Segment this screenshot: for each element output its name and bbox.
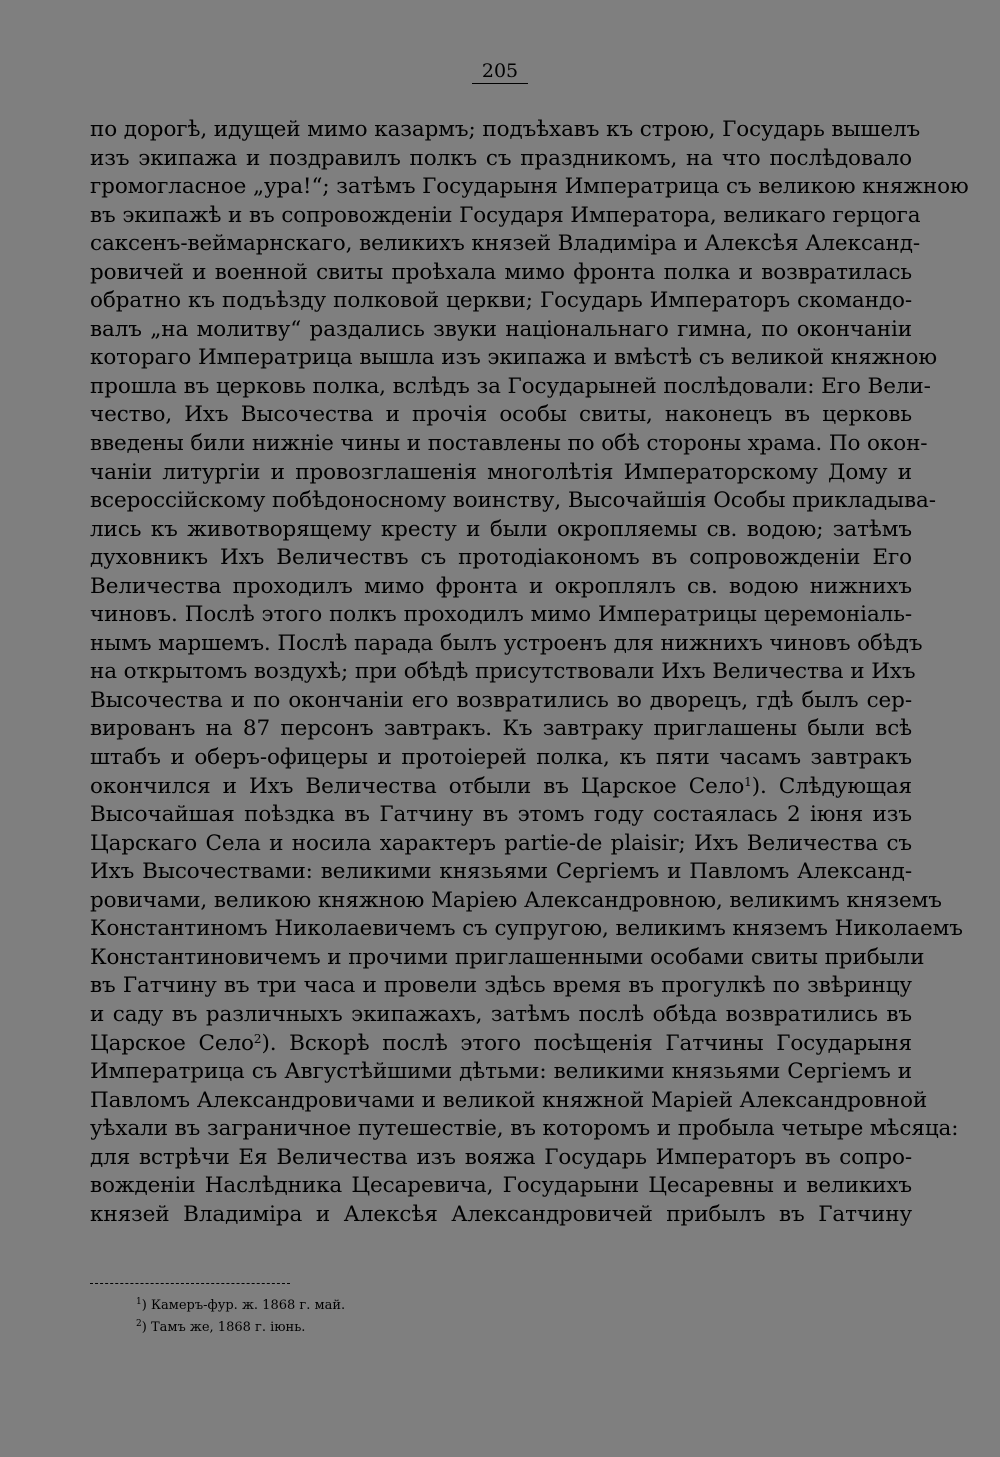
text-line: ровичами, великою княжною Маріею Александровною, великимъ княземъ xyxy=(90,887,942,913)
text-line: введены били нижніе чины и поставлены по обѣ стороны храма. По окон- xyxy=(90,431,928,457)
text-line: духовникъ Ихъ Величествъ съ протодіакономъ въ сопровожденіи Его xyxy=(90,545,912,571)
text-line: громогласное „ура!“; затѣмъ Государыня Императрица съ великою княжною xyxy=(90,174,969,200)
text-line: по дорогѣ, идущей мимо казармъ; подъѣхавъ къ строю, Государь вышелъ xyxy=(90,117,921,142)
text-line: вированъ на 87 персонъ завтракъ. Къ завтраку приглашены были всѣ xyxy=(90,716,912,742)
text-line: всероссійскому побѣдоносному воинству, Высочайшія Особы прикладыва- xyxy=(90,488,936,514)
text-line: саксенъ-веймарнскаго, великихъ князей Владиміра и Алексѣя Александ- xyxy=(90,231,921,257)
text-line: князей Владиміра и Алексѣя Александровичей прибылъ въ Гатчину xyxy=(90,1201,912,1227)
text-line: чество, Ихъ Высочества и прочія особы свиты, наконецъ въ церковь xyxy=(90,402,912,428)
text-line-with-footnote-2 xyxy=(90,1030,912,1059)
text-line: Ихъ Высочествами: великими князьями Сергіемъ и Павломъ Александ- xyxy=(90,859,912,885)
text-line: обратно къ подъѣзду полковой церкви; Государь Императоръ скомандо- xyxy=(90,288,912,314)
text-line: Павломъ Александровичами и великой княжной Маріей Александровной xyxy=(90,1087,928,1113)
text-line: ровичей и военной свиты проѣхала мимо фронта полка и возвратилась xyxy=(90,259,912,285)
page-number xyxy=(0,58,1000,84)
text-fragment: ). Вскорѣ послѣ этого посѣщенія Гатчины Государыня xyxy=(261,1030,912,1056)
footnote-ref-1: 1 xyxy=(744,774,752,789)
text-fragment: ). Слѣдующая xyxy=(751,773,913,799)
text-line: изъ экипажа и поздравилъ полкъ съ праздникомъ, на что послѣдовало xyxy=(90,145,912,171)
text-line: Константиновичемъ и прочими приглашенными особами свиты прибыли xyxy=(90,944,925,970)
text-line: въ Гатчину въ три часа и провели здѣсь время въ прогулкѣ по звѣринцу xyxy=(90,973,912,999)
footnote-2 xyxy=(136,1317,345,1339)
footnotes xyxy=(136,1295,345,1339)
text-line: прошла въ церковь полка, вслѣдъ за Государыней послѣдовали: Его Вели- xyxy=(90,373,931,399)
text-line: на открытомъ воздухѣ; при обѣдѣ присутствовали Ихъ Величества и Ихъ xyxy=(90,659,916,685)
footnote-text: ) Тамъ же, 1868 г. іюнь. xyxy=(141,1320,306,1335)
text-line: для встрѣчи Ея Величества изъ вояжа Государь Императоръ въ сопро- xyxy=(90,1144,912,1170)
text-line: нымъ маршемъ. Послѣ парада былъ устроенъ для нижнихъ чиновъ обѣдъ xyxy=(90,630,923,656)
text-line: Величества проходилъ мимо фронта и окроплялъ св. водою нижнихъ xyxy=(90,573,912,599)
footnote-mark: 2 xyxy=(136,1319,142,1329)
text-line: Высочества и по окончаніи его возвратились во дворецъ, гдѣ былъ сер- xyxy=(90,687,912,713)
text-line: штабъ и оберъ-офицеры и протоіерей полка, къ пяти часамъ завтракъ xyxy=(90,745,912,771)
body-text xyxy=(90,116,969,1229)
text-line: Константиномъ Николаевичемъ съ супругою, великимъ княземъ Николаемъ xyxy=(90,916,963,942)
text-line: и саду въ различныхъ экипажахъ, затѣмъ послѣ обѣда возвратились въ xyxy=(90,1001,912,1027)
text-line: чиновъ. Послѣ этого полкъ проходилъ мимо Императрицы церемоніаль- xyxy=(90,602,912,628)
text-line: въ экипажѣ и въ сопровожденіи Государя Императора, великаго герцога xyxy=(90,202,921,228)
text-line: Царскаго Села и носила характеръ partie-de plaisir; Ихъ Величества съ xyxy=(90,830,912,856)
footnote-divider xyxy=(90,1283,290,1284)
text-fragment: окончился и Ихъ Величества отбыли въ Царское Село xyxy=(90,773,745,799)
footnote-ref-2: 2 xyxy=(253,1031,262,1046)
footnote-mark: 1 xyxy=(136,1297,142,1307)
text-line: уѣхали въ заграничное путешествіе, въ которомъ и пробыла четыре мѣсяца: xyxy=(90,1116,959,1142)
text-line: лись къ животворящему кресту и были окропляемы св. водою; затѣмъ xyxy=(90,516,912,542)
text-fragment: Царское Село xyxy=(90,1030,254,1056)
footnote-1 xyxy=(136,1295,345,1317)
text-line: котораго Императрица вышла изъ экипажа и вмѣстѣ съ великой княжною xyxy=(90,345,937,371)
text-line: валъ „на молитву“ раздались звуки національнаго гимна, по окончаніи xyxy=(90,316,912,342)
text-line: чаніи литургіи и провозглашенія многолѣтія Императорскому Дому и xyxy=(90,459,912,485)
page-number-text: 205 xyxy=(472,60,528,84)
text-line: Императрица съ Августѣйшими дѣтьми: великими князьями Сергіемъ и xyxy=(90,1059,912,1085)
footnote-text: ) Камеръ-фур. ж. 1868 г. май. xyxy=(141,1298,346,1313)
text-line: Высочайшая поѣздка въ Гатчину въ этомъ году состаялась 2 іюня изъ xyxy=(90,802,912,828)
text-line: вожденіи Наслѣдника Цесаревича, Государыни Цесаревны и великихъ xyxy=(90,1173,912,1199)
text-line-with-footnote-1 xyxy=(90,773,912,802)
